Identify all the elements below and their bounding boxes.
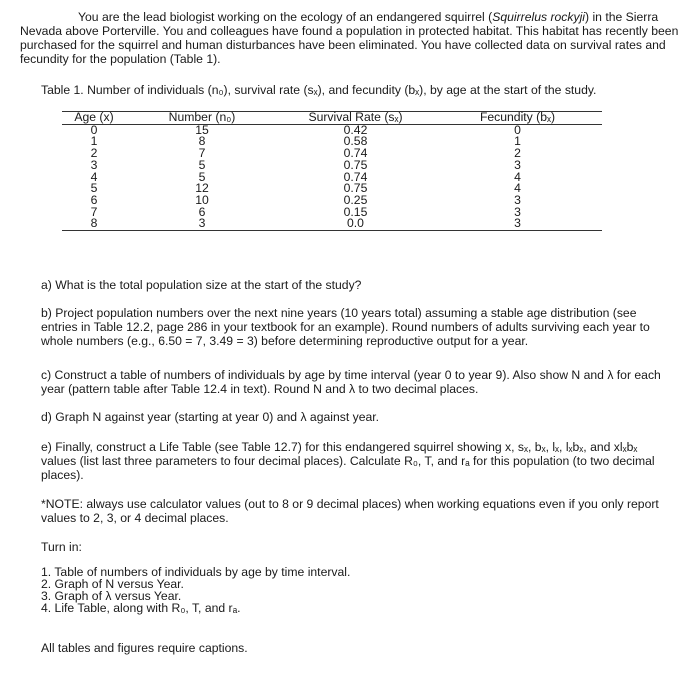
table-caption: Table 1. Number of individuals (n₀), survival rate (sₓ), and fecundity (bₓ), by age at the start of the study. [41, 83, 597, 97]
table-row [62, 207, 602, 219]
turn-in-list [41, 566, 350, 614]
cell-number: 7 [198, 146, 206, 161]
table-row [62, 160, 602, 172]
turn-in-heading: Turn in: [41, 540, 82, 554]
cell-fecundity: 3 [514, 204, 521, 219]
note-paragraph: *NOTE: always use calculator values (out to 8 or 9 decimal places) when working equations even if you only report values to 2, 3, or 4 decimal places. [41, 497, 659, 525]
list-item: 1. Table of numbers of individuals by age by time interval. [41, 565, 351, 579]
cell-age: 3 [90, 157, 98, 172]
cell-survival: 0.74 [343, 169, 368, 184]
cell-fecundity: 2 [514, 146, 521, 161]
table-row [62, 124, 602, 136]
data-table [62, 111, 602, 231]
cell-number: 12 [195, 181, 209, 196]
table-row [62, 218, 602, 230]
cell-age: 1 [90, 134, 98, 149]
intro-paragraph: You are the lead biologist working on the ecology of an endangered squirrel (Squirrelus rockyji) in the Sierra Nevada above Porterville. You and colleagues have found a population in protected habitat. This habitat has recently been purchased for the squirrel and human disturbances have been eliminated. You have collected data on survival rates and fecundity for the population (Table 1). [20, 10, 679, 66]
cell-fecundity: 4 [514, 181, 521, 196]
cell-age: 6 [90, 192, 98, 207]
column-header-number: Number (n₀) [126, 112, 278, 125]
cell-survival: 0.25 [343, 192, 368, 207]
column-header-survival: Survival Rate (sₓ) [278, 112, 433, 125]
cell-fecundity: 3 [433, 218, 602, 230]
cell-number: 3 [126, 218, 278, 230]
cell-survival: 0.42 [343, 122, 368, 137]
question-b: b) Project population numbers over the next nine years (10 years total) assuming a stable age distribution (see entries in Table 12.2, page 286 in your textbook for an example). Round numbers of adults surviving each year to whole numbers (e.g., 6.50 = 7, 3.49 = 3) before determining reproductive output for a year. [41, 306, 650, 348]
cell-number: 5 [198, 157, 206, 172]
list-item: 3. Graph of λ versus Year. [41, 589, 182, 603]
question-e: e) Finally, construct a Life Table (see Table 12.7) for this endangered squirrel showing x, sₓ, bₓ, lₓ, lₓbₓ, and xlₓbₓ values (list last three parameters to four decimal places). Calculate R₀, T, and rₐ for this population (to two decimal places). [41, 440, 655, 482]
species-name: Squirrelus rockyji [492, 10, 585, 24]
cell-fecundity: 3 [514, 192, 521, 207]
column-header-fecundity: Fecundity (bₓ) [433, 112, 602, 125]
cell-survival: 0.58 [343, 134, 368, 149]
table-row [62, 195, 602, 207]
cell-number: 5 [198, 169, 206, 184]
cell-number: 8 [198, 134, 206, 149]
cell-survival: 0.75 [343, 181, 368, 196]
cell-age: 2 [90, 146, 98, 161]
cell-survival: 0.15 [343, 204, 368, 219]
table-row [62, 136, 602, 148]
question-a: a) What is the total population size at the start of the study? [41, 278, 362, 292]
cell-fecundity: 1 [514, 134, 521, 149]
cell-number: 15 [195, 122, 209, 137]
question-d: d) Graph N against year (starting at year 0) and λ against year. [41, 410, 380, 424]
cell-number: 6 [198, 204, 206, 219]
cell-age: 4 [90, 169, 98, 184]
table-row [62, 183, 602, 195]
table-row [62, 148, 602, 160]
question-c: c) Construct a table of numbers of individuals by age by time interval (year 0 to year 9). Also show N and λ for each year (pattern table after Table 12.4 in text). Round N and λ to two decimal places. [41, 368, 661, 396]
cell-survival: 0.0 [278, 218, 433, 230]
cell-survival: 0.74 [343, 146, 368, 161]
table-row [62, 172, 602, 184]
cell-fecundity: 4 [514, 169, 521, 184]
list-item: 4. Life Table, along with R₀, T, and rₐ. [41, 601, 241, 615]
cell-fecundity: 0 [514, 122, 521, 137]
cell-age: 0 [90, 122, 98, 137]
final-note: All tables and figures require captions. [41, 641, 248, 655]
cell-survival: 0.75 [343, 157, 368, 172]
cell-age: 5 [90, 181, 98, 196]
cell-age: 7 [90, 204, 98, 219]
cell-age: 8 [62, 218, 126, 230]
cell-fecundity: 3 [514, 157, 521, 172]
cell-number: 10 [195, 192, 209, 207]
list-item: 2. Graph of N versus Year. [41, 577, 184, 591]
column-header-age: Age (x) [62, 112, 126, 125]
